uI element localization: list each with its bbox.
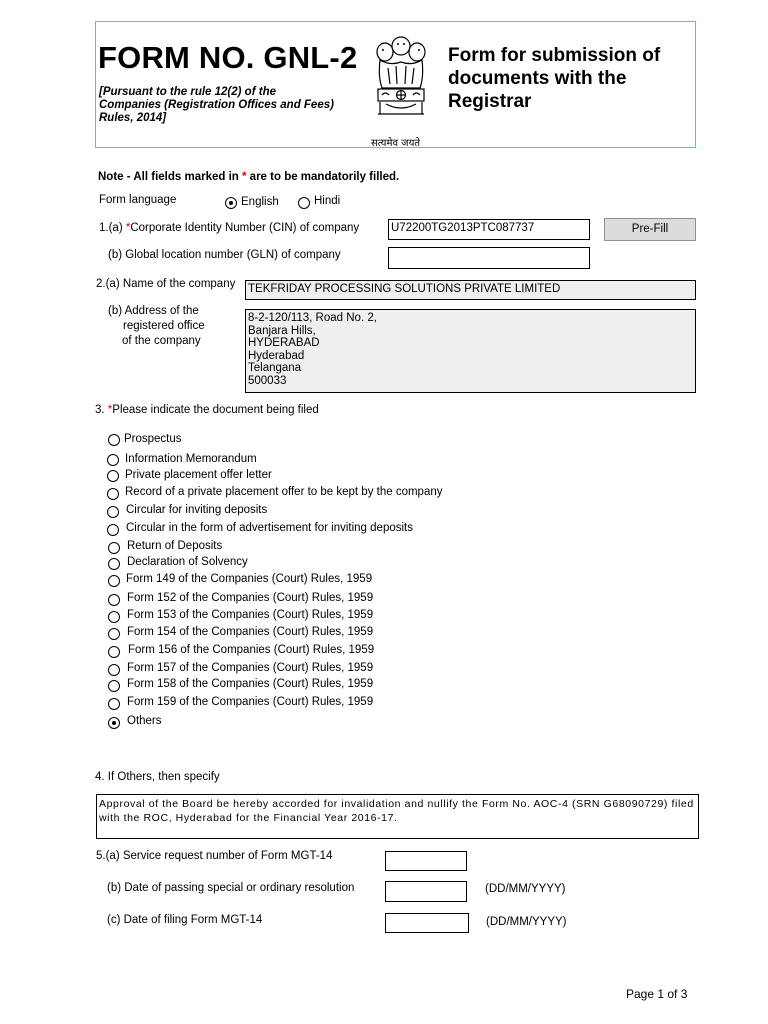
cin-input[interactable]: U72200TG2013PTC087737 bbox=[388, 219, 590, 240]
note-prefix: Note - All fields marked in bbox=[98, 171, 242, 183]
doc-radio-information-memorandum[interactable] bbox=[107, 454, 119, 466]
document-type-label bbox=[95, 404, 319, 416]
filing-date-format: (DD/MM/YYYY) bbox=[486, 916, 567, 928]
document-type-prefix: 3. bbox=[95, 404, 105, 416]
doc-label-others: Others bbox=[127, 715, 162, 727]
pursuant-line-1: [Pursuant to the rule 12(2) of the bbox=[99, 86, 276, 98]
doc-label-prospectus: Prospectus bbox=[124, 433, 182, 445]
radio-english[interactable] bbox=[225, 197, 237, 209]
emblem-motto: सत्यमेव जयते bbox=[371, 138, 421, 149]
document-type-required-star: * bbox=[107, 404, 113, 416]
form-language-label: Form language bbox=[99, 194, 177, 206]
filing-date-input[interactable] bbox=[385, 913, 469, 933]
document-type-text: Please indicate the document being filed bbox=[112, 404, 319, 416]
doc-label-private-placement-record: Record of a private placement offer to be kept by the company bbox=[125, 486, 443, 498]
doc-radio-form-152[interactable] bbox=[108, 594, 120, 606]
gln-label: (b) Global location number (GLN) of company bbox=[108, 249, 341, 261]
doc-radio-prospectus[interactable] bbox=[108, 434, 120, 446]
pursuant-rule-note bbox=[99, 86, 349, 125]
cin-label-text: Corporate Identity Number (CIN) of company bbox=[130, 222, 360, 234]
doc-radio-form-149[interactable] bbox=[108, 575, 120, 587]
address-label-line-2: registered office bbox=[123, 320, 205, 332]
company-name-label: 2.(a) Name of the company bbox=[96, 278, 236, 290]
resolution-date-format: (DD/MM/YYYY) bbox=[485, 883, 566, 895]
radio-english-label: English bbox=[241, 196, 279, 208]
address-label bbox=[108, 304, 205, 349]
doc-radio-circular-advertisement[interactable] bbox=[107, 524, 119, 536]
others-specify-label: 4. If Others, then specify bbox=[95, 771, 220, 783]
doc-label-form-158: Form 158 of the Companies (Court) Rules, 1959 bbox=[127, 678, 374, 690]
address-label-line-1: (b) Address of the bbox=[108, 305, 199, 317]
pursuant-line-2: Companies (Registration Offices and Fees) bbox=[99, 99, 334, 111]
resolution-date-label: (b) Date of passing special or ordinary resolution bbox=[107, 882, 355, 894]
radio-hindi[interactable] bbox=[298, 197, 310, 209]
doc-label-information-memorandum: Information Memorandum bbox=[125, 453, 257, 465]
srn-mgt14-input[interactable] bbox=[385, 851, 467, 871]
gln-input[interactable] bbox=[388, 247, 590, 269]
subtitle-line-3: Registrar bbox=[448, 91, 532, 112]
doc-label-form-152: Form 152 of the Companies (Court) Rules, 1959 bbox=[127, 592, 374, 604]
srn-mgt14-label: 5.(a) Service request number of Form MGT-14 bbox=[96, 850, 333, 862]
resolution-date-input[interactable] bbox=[385, 881, 467, 902]
pursuant-line-3: Rules, 2014] bbox=[99, 112, 167, 124]
form-number-title: FORM NO. GNL-2 bbox=[98, 40, 358, 75]
doc-radio-form-159[interactable] bbox=[108, 698, 120, 710]
radio-hindi-label: Hindi bbox=[314, 195, 341, 207]
doc-label-private-placement-offer: Private placement offer letter bbox=[125, 469, 272, 481]
subtitle-line-1: Form for submission of bbox=[448, 45, 661, 66]
doc-radio-others[interactable] bbox=[108, 717, 120, 729]
doc-label-form-149: Form 149 of the Companies (Court) Rules, 1959 bbox=[126, 573, 373, 585]
doc-label-return-of-deposits: Return of Deposits bbox=[127, 540, 223, 552]
doc-radio-form-153[interactable] bbox=[108, 611, 120, 623]
subtitle-line-2: documents with the bbox=[448, 68, 627, 89]
doc-radio-return-of-deposits[interactable] bbox=[108, 542, 120, 554]
doc-radio-private-placement-offer[interactable] bbox=[107, 470, 119, 482]
prefill-button[interactable]: Pre-Fill bbox=[604, 218, 696, 241]
address-label-line-3: of the company bbox=[122, 335, 201, 347]
cin-required-star: * bbox=[125, 222, 131, 234]
mandatory-note bbox=[98, 171, 399, 183]
doc-radio-circular-deposits[interactable] bbox=[107, 506, 119, 518]
national-emblem-icon bbox=[368, 32, 434, 118]
doc-radio-private-placement-record[interactable] bbox=[107, 488, 119, 500]
company-address-input[interactable]: 8-2-120/113, Road No. 2, Banjara Hills, HYDERABAD Hyderabad Telangana 500033 bbox=[245, 309, 696, 393]
note-required-star: * bbox=[242, 171, 247, 183]
form-subtitle bbox=[448, 44, 693, 113]
page-number: Page 1 of 3 bbox=[626, 987, 688, 1001]
company-name-input[interactable]: TEKFRIDAY PROCESSING SOLUTIONS PRIVATE LIMITED bbox=[245, 280, 696, 300]
doc-radio-form-158[interactable] bbox=[108, 680, 120, 692]
doc-label-form-159: Form 159 of the Companies (Court) Rules, 1959 bbox=[127, 696, 374, 708]
others-specify-textarea[interactable]: Approval of the Board be hereby accorded for invalidation and nullify the Form No. AOC-4 (SRN G68090729) filed with the ROC, Hyderabad for the Financial Year 2016-17. bbox=[96, 794, 699, 839]
cin-label bbox=[99, 222, 359, 234]
cin-label-prefix: 1.(a) bbox=[99, 222, 123, 234]
doc-label-form-153: Form 153 of the Companies (Court) Rules, 1959 bbox=[127, 609, 374, 621]
doc-label-form-157: Form 157 of the Companies (Court) Rules, 1959 bbox=[127, 662, 374, 674]
doc-label-declaration-of-solvency: Declaration of Solvency bbox=[127, 556, 248, 568]
doc-radio-declaration-of-solvency[interactable] bbox=[108, 558, 120, 570]
doc-label-form-154: Form 154 of the Companies (Court) Rules, 1959 bbox=[127, 626, 374, 638]
doc-label-circular-advertisement: Circular in the form of advertisement for inviting deposits bbox=[126, 522, 413, 534]
doc-radio-form-156[interactable] bbox=[108, 646, 120, 658]
doc-label-form-156: Form 156 of the Companies (Court) Rules, 1959 bbox=[128, 644, 375, 656]
note-suffix: are to be mandatorily filled. bbox=[246, 171, 400, 183]
filing-date-label: (c) Date of filing Form MGT-14 bbox=[107, 914, 263, 926]
doc-radio-form-154[interactable] bbox=[108, 628, 120, 640]
doc-label-circular-deposits: Circular for inviting deposits bbox=[126, 504, 268, 516]
doc-radio-form-157[interactable] bbox=[108, 664, 120, 676]
